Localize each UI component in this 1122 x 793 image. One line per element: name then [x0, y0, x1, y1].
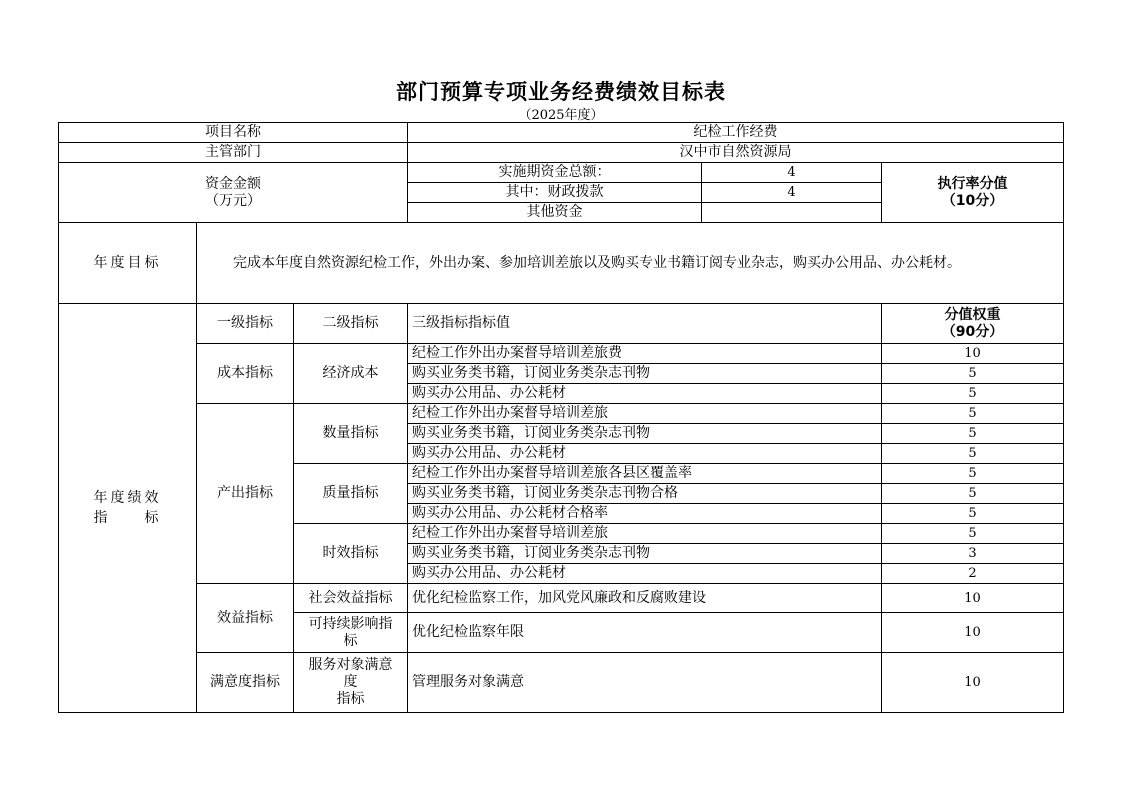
department-label: 主管部门 [59, 143, 408, 163]
project-name-value: 纪检工作经费 [408, 123, 1064, 143]
indicator-score: 5 [882, 404, 1064, 424]
table-row [59, 404, 1064, 424]
header-weight-line2: （90分） [941, 323, 1004, 340]
indicator-score: 5 [882, 444, 1064, 464]
indicator-text: 纪检工作外出办案督导培训差旅费 [408, 344, 882, 364]
funds-other-value [702, 203, 882, 223]
indicator-score: 10 [882, 653, 1064, 713]
header-level3: 三级指标指标值 [408, 304, 882, 344]
indicator-text: 购买办公用品、办公耗材 [408, 384, 882, 404]
indicator-text: 优化纪检监察年限 [408, 613, 882, 653]
indicator-text: 纪检工作外出办案督导培训差旅 [408, 524, 882, 544]
indicator-score: 10 [882, 584, 1064, 613]
cost-indicator-label: 成本指标 [197, 344, 294, 404]
sustainable-impact-label-line2: 标 [343, 632, 358, 649]
fiscal-year: （2025年度） [518, 108, 604, 123]
indicator-score: 10 [882, 613, 1064, 653]
funds-fiscal-label: 其中：财政拨款 [408, 183, 702, 203]
indicator-text: 纪检工作外出办案督导培训差旅各县区覆盖率 [408, 464, 882, 484]
indicator-score: 5 [882, 484, 1064, 504]
page-title: 部门预算专项业务经费绩效目标表 [396, 80, 726, 104]
indicator-text: 购买办公用品、办公耗材 [408, 444, 882, 464]
funds-label-line2: （万元） [205, 192, 262, 209]
indicator-text: 管理服务对象满意 [408, 653, 882, 713]
header-level1: 一级指标 [197, 304, 294, 344]
department-row [59, 143, 1064, 163]
economic-cost-label: 经济成本 [294, 344, 408, 404]
table-row [59, 344, 1064, 364]
service-satisfaction-label-line2: 度 [343, 674, 358, 690]
indicator-text: 纪检工作外出办案督导培训差旅 [408, 404, 882, 424]
indicator-text: 购买办公用品、办公耗材合格率 [408, 504, 882, 524]
annual-goal-row [59, 223, 1064, 304]
indicator-score: 5 [882, 424, 1064, 444]
annual-goal-label: 年度目标 [59, 223, 197, 304]
funds-fiscal-value: 4 [702, 183, 882, 203]
execution-rate-line1: 执行率分值 [937, 175, 1008, 192]
annual-performance-label-line1: 年度绩效 [93, 490, 162, 506]
service-satisfaction-label-line1: 服务对象满意 [308, 657, 393, 673]
indicator-text: 购买业务类书籍，订阅业务类杂志刊物合格 [408, 484, 882, 504]
output-indicator-label: 产出指标 [197, 404, 294, 584]
service-satisfaction-label [294, 653, 408, 713]
project-name-label: 项目名称 [59, 123, 408, 143]
indicator-score: 5 [882, 524, 1064, 544]
performance-target-table [58, 122, 1064, 713]
indicator-score: 5 [882, 464, 1064, 484]
funds-label [59, 163, 408, 223]
indicator-score: 3 [882, 544, 1064, 564]
table-row [59, 653, 1064, 713]
execution-rate-line2: （10分） [941, 192, 1004, 209]
indicator-score: 5 [882, 364, 1064, 384]
indicator-score: 5 [882, 504, 1064, 524]
annual-performance-label [59, 304, 197, 713]
indicator-score: 5 [882, 384, 1064, 404]
quality-indicator-label: 质量指标 [294, 464, 408, 524]
execution-rate-score [882, 163, 1064, 223]
benefit-indicator-label: 效益指标 [197, 584, 294, 653]
annual-goal-text: 完成本年度自然资源纪检工作，外出办案、参加培训差旅以及购买专业书籍订阅专业杂志，购买办公用品、办公耗材。 [197, 223, 1064, 304]
indicator-text: 购买办公用品、办公耗材 [408, 564, 882, 584]
satisfaction-indicator-label: 满意度指标 [197, 653, 294, 713]
indicator-score: 10 [882, 344, 1064, 364]
timeliness-indicator-label: 时效指标 [294, 524, 408, 584]
sustainable-impact-label-line1: 可持续影响指 [308, 615, 393, 632]
project-name-row [59, 123, 1064, 143]
social-benefit-label: 社会效益指标 [294, 584, 408, 613]
funds-other-label: 其他资金 [408, 203, 702, 223]
header-weight-line1: 分值权重 [944, 306, 1001, 323]
funds-label-line1: 资金金额 [205, 175, 262, 192]
quantity-indicator-label: 数量指标 [294, 404, 408, 464]
header-level2: 二级指标 [294, 304, 408, 344]
header-weight [882, 304, 1064, 344]
funds-total-value: 4 [702, 163, 882, 183]
indicator-text: 优化纪检监察工作，加风党风廉政和反腐败建设 [408, 584, 882, 613]
indicator-text: 购买业务类书籍，订阅业务类杂志刊物 [408, 544, 882, 564]
indicator-text: 购买业务类书籍，订阅业务类杂志刊物 [408, 364, 882, 384]
department-value: 汉中市自然资源局 [408, 143, 1064, 163]
funds-total-label: 实施期资金总额： [408, 163, 702, 183]
sustainable-impact-label [294, 613, 408, 653]
annual-performance-label-line2: 指 标 [93, 510, 162, 526]
indicator-text: 购买业务类书籍，订阅业务类杂志刊物 [408, 424, 882, 444]
funds-total-row [59, 163, 1064, 183]
service-satisfaction-label-line3: 指标 [336, 691, 365, 707]
indicator-score: 2 [882, 564, 1064, 584]
table-row [59, 584, 1064, 613]
indicator-header-row [59, 304, 1064, 344]
